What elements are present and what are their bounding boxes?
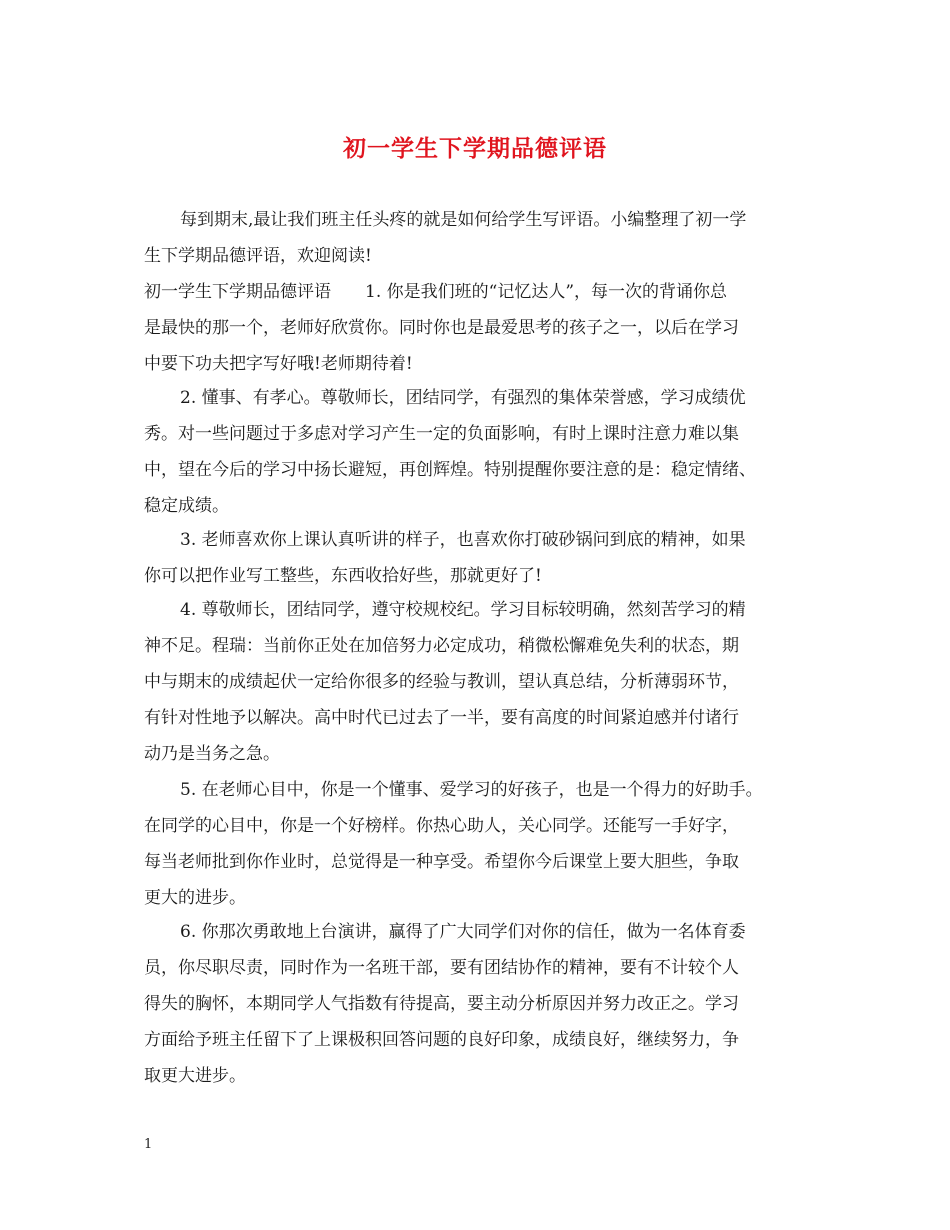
text-line: 动乃是当务之急。 — [144, 744, 280, 764]
text-line: 生下学期品德评语，欢迎阅读! — [144, 246, 372, 266]
text-line: 神不足。程瑞：当前你正处在加倍努力必定成功，稍微松懈难免失利的状态，期 — [144, 636, 739, 656]
text-line: 中要下功夫把字写好哦!老师期待着! — [144, 354, 413, 374]
text-line: 是最快的那一个，老师好欣赏你。同时你也是最爱思考的孩子之一，以后在学习 — [144, 318, 739, 338]
text-line: 中，望在今后的学习中扬长避短，再创辉煌。特别提醒你要注意的是：稳定情绪、 — [144, 460, 756, 480]
text-line: 6. 你那次勇敢地上台演讲，赢得了广大同学们对你的信任，做为一名体育委 — [180, 922, 746, 942]
text-line: 取更大进步。 — [144, 1066, 246, 1086]
text-line: 初一学生下学期品德评语 1. 你是我们班的“记忆达人”，每一次的背诵你总 — [144, 282, 728, 302]
text-line: 3. 老师喜欢你上课认真听讲的样子，也喜欢你打破砂锅问到底的精神，如果 — [180, 530, 746, 550]
text-line: 方面给予班主任留下了上课极积回答问题的良好印象，成绩良好，继续努力，争 — [144, 1030, 739, 1050]
text-line: 员，你尽职尽责，同时作为一名班干部，要有团结协作的精神，要有不计较个人 — [144, 958, 739, 978]
text-line: 有针对性地予以解决。高中时代已过去了一半，要有高度的时间紧迫感并付诸行 — [144, 708, 739, 728]
text-line: 秀。对一些问题过于多虑对学习产生一定的负面影响，有时上课时注意力难以集 — [144, 424, 739, 444]
text-line: 2. 懂事、有孝心。尊敬师长，团结同学，有强烈的集体荣誉感，学习成绩优 — [180, 388, 746, 408]
text-line: 在同学的心目中，你是一个好榜样。你热心助人，关心同学。还能写一手好字， — [144, 816, 739, 836]
text-line: 稳定成绩。 — [144, 496, 229, 516]
text-line: 得失的胸怀，本期同学人气指数有待提高，要主动分析原因并努力改正之。学习 — [144, 994, 739, 1014]
text-line: 更大的进步。 — [144, 888, 246, 908]
document-title: 初一学生下学期品德评语 — [343, 135, 607, 162]
text-line: 每到期末,最让我们班主任头疼的就是如何给学生写评语。小编整理了初一学 — [180, 210, 747, 230]
text-line: 4. 尊敬师长，团结同学，遵守校规校纪。学习目标较明确，然刻苦学习的精 — [180, 600, 746, 620]
text-line: 5. 在老师心目中，你是一个懂事、爱学习的好孩子，也是一个得力的好助手。 — [180, 780, 763, 800]
text-line: 你可以把作业写工整些，东西收拾好些，那就更好了! — [144, 566, 542, 586]
text-line: 中与期末的成绩起伏一定给你很多的经验与教训，望认真总结，分析薄弱环节， — [144, 672, 739, 692]
text-line: 每当老师批到你作业时，总觉得是一种享受。希望你今后课堂上要大胆些，争取 — [144, 852, 739, 872]
page-number: 1 — [144, 1137, 153, 1152]
